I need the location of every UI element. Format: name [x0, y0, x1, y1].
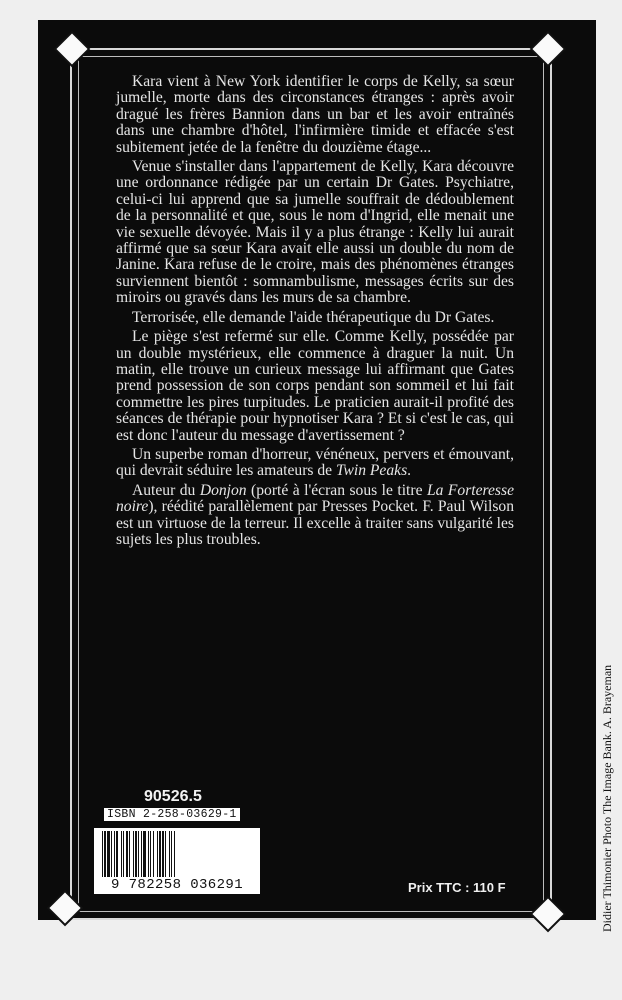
barcode-bar	[169, 831, 170, 877]
barcode-bar	[162, 831, 164, 877]
barcode-bar	[174, 831, 175, 877]
barcode-bar	[143, 831, 146, 877]
title-forteresse-noire: La Forteresse noire	[116, 481, 514, 516]
product-code: 90526.5	[144, 788, 202, 805]
blurb-paragraph-5	[116, 447, 514, 480]
blurb-paragraph-3: Terrorisée, elle demande l'aide thérapeutique du Dr Gates.	[132, 308, 495, 326]
barcode-bar	[123, 831, 124, 877]
barcode-bar	[165, 831, 166, 877]
barcode-bar	[135, 831, 137, 877]
blurb-p6-b: (porté à l'écran sous le titre	[246, 481, 427, 499]
photo-credit: Didier Thimonier Photo The Image Bank. A. Brayeman	[600, 664, 614, 932]
barcode-bar	[102, 831, 103, 877]
title-donjon: Donjon	[199, 481, 247, 499]
blurb-paragraph-4: Le piège s'est refermé sur elle. Comme Kelly, possédée par un double mystérieux, elle commence à draguer la nuit. Un matin, elle trouve un curieux message lui affirmant que Gates prend possession de son corps pendant son sommeil et lui fait commettre les pires turpitudes. Le praticien aurait-il profité des séances de thérapie pour hypnotiser Kara ? Et si c'est le cas, qui est donc l'auteur du message d'avertissement ?	[116, 328, 514, 444]
blurb-p5-text: Un superbe roman d'horreur, vénéneux, pervers et émouvant, qui devrait séduire les amateurs de	[116, 445, 514, 480]
barcode-bar	[126, 831, 128, 877]
barcode-bar	[157, 831, 158, 877]
blurb-paragraph-6	[116, 483, 514, 549]
barcode-bar	[104, 831, 106, 877]
barcode-bar	[111, 831, 112, 877]
barcode-digits: 9 782258 036291	[110, 877, 244, 893]
barcode-bar	[133, 831, 134, 877]
barcode-bar	[138, 831, 139, 877]
barcode-bar	[141, 831, 142, 877]
blurb-p5-end: .	[407, 462, 412, 480]
back-cover-blurb	[116, 74, 514, 551]
barcode-bar	[129, 831, 130, 877]
barcode-bar	[116, 831, 118, 877]
barcode-bar	[159, 831, 161, 877]
blurb-p6-c: ), réédité parallèlement par Presses Pocket. F. Paul Wilson est un virtuose de la terreur. Il excelle à traiter sans vulgarité les sujets les plus troubles.	[116, 498, 514, 548]
barcode-bar	[121, 831, 122, 877]
barcode-bar	[148, 831, 149, 877]
blurb-paragraph-2: Venue s'installer dans l'appartement de Kelly, Kara découvre une ordonnance rédigée par un certain Dr Gates. Psychiatre, celui-ci lui apprend que sa jumelle souffrait de dédoublement de la personnalité et que, sous le nom d'Ingrid, elle menait une vie sexuelle dévoyée. Mais il y a plus étrange : Kelly lui aurait affirmé que sa sœur Kara avait elle aussi un double du nom de Janine. Kara refuse de le croire, mais des phénomènes étranges surviennent bientôt : somnambulisme, messages écrits sur des miroirs ou gravés dans les murs de sa chambre.	[116, 158, 514, 307]
barcode-area	[94, 788, 262, 896]
barcode-bars	[100, 831, 254, 877]
barcode-bar	[107, 831, 110, 877]
price-label: Prix TTC : 110 F	[408, 880, 506, 895]
barcode-bar	[150, 831, 151, 877]
title-twin-peaks: Twin Peaks	[335, 462, 408, 480]
barcode-bar	[153, 831, 154, 877]
blurb-paragraph-1: Kara vient à New York identifier le corps de Kelly, sa sœur jumelle, morte dans des circonstances étranges : après avoir dragué les frères Bannion dans un bar et les avoir entraînés dans une chambre d'hôtel, l'infirmière timide et effacée s'est subitement jetée de la fenêtre du douzième étage...	[116, 73, 514, 156]
barcode	[94, 828, 260, 894]
barcode-bar	[114, 831, 115, 877]
isbn-label: ISBN 2-258-03629-1	[104, 808, 240, 821]
barcode-bar	[171, 831, 172, 877]
blurb-p6-a: Auteur du	[132, 481, 200, 499]
